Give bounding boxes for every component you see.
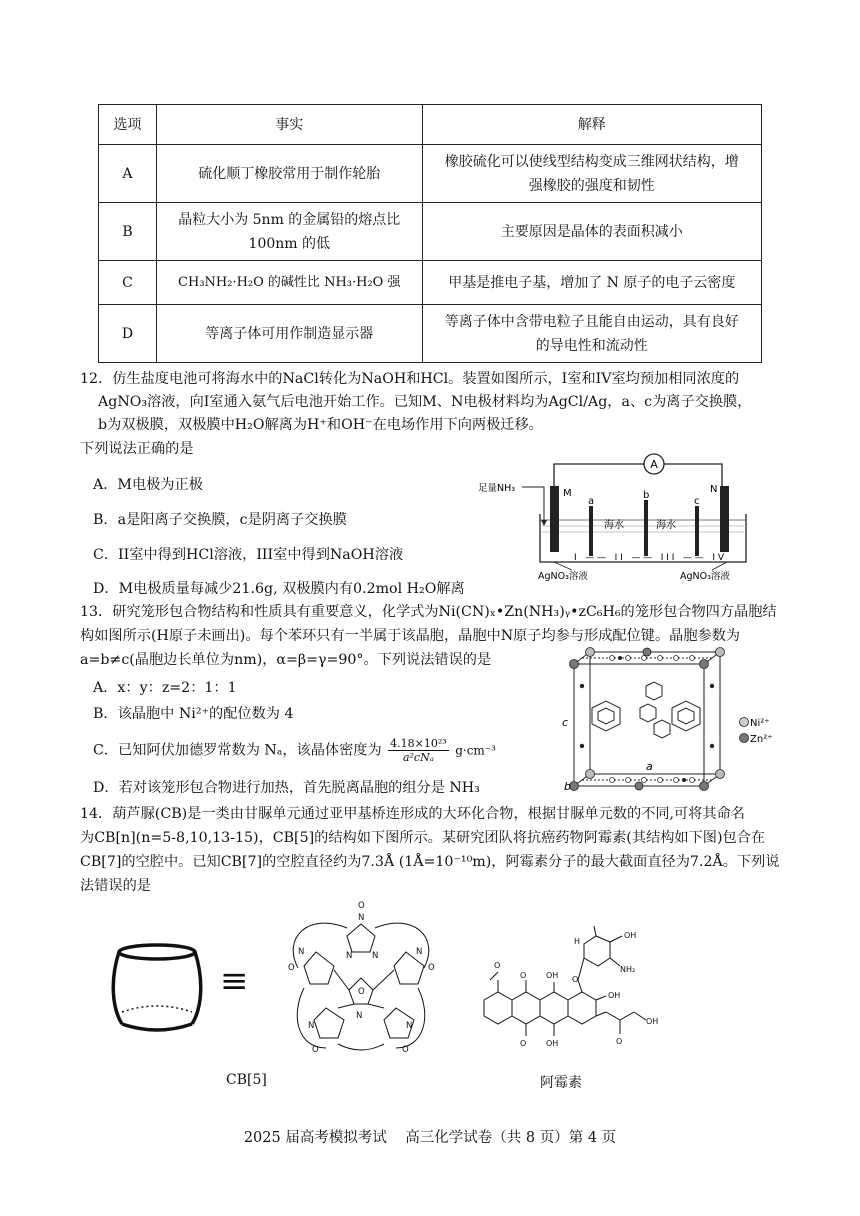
ni-ion-icon	[716, 648, 725, 657]
svg-text:O: O	[402, 1045, 409, 1055]
svg-text:N: N	[358, 913, 365, 923]
table-header-row	[99, 105, 762, 145]
explanation-line: 的导电性和流动性	[535, 337, 648, 354]
table-cell-option: C	[99, 261, 157, 305]
seawater-label: 海水	[604, 520, 624, 531]
q13-stem-line: 构如图所示(H原子未画出)。每个苯环只有一半属于该晶胞，晶胞中N原子均参与形成配位键。晶胞参数为	[80, 628, 741, 644]
table-cell-option: B	[99, 203, 157, 261]
ni-ion-icon	[586, 770, 595, 779]
q13-option-c	[93, 737, 496, 764]
table-cell-fact: CH₃NH₂·H₂O 的碱性比 NH₃·H₂O 强	[156, 261, 422, 305]
zn-ion-icon	[700, 660, 709, 669]
facts-table	[98, 104, 762, 363]
nh3-label: 足量NH₃	[478, 483, 516, 494]
svg-text:O: O	[572, 975, 579, 984]
table-cell-option: D	[99, 305, 157, 363]
q12-stem-line: AgNO₃溶液，向I室通入氨气后电池开始工作。已知M、N电极材料均为AgCl/Ag，a、c为离子交换膜，	[98, 394, 752, 410]
label-m: M	[563, 488, 572, 499]
ammeter-label: A	[650, 458, 658, 471]
zn-ion-icon	[643, 648, 651, 656]
seawater-label: 海水	[656, 520, 676, 531]
zn-legend-icon	[740, 734, 749, 743]
svg-text:O: O	[616, 1037, 623, 1046]
barrel-icon	[112, 940, 202, 1035]
q13-option-b: B．该晶胞中 Ni²⁺的配位数为 4	[93, 706, 294, 722]
zn-ion-icon	[570, 660, 579, 669]
q13-stem-line: 13．研究笼形包合物结构和性质具有重要意义，化学式为Ni(CN)ₓ•Zn(NH₃)ᵧ•zC₆H₆的笼形包合物四方晶胞结	[80, 604, 777, 620]
zn-legend-label: Zn²⁺	[750, 734, 773, 745]
label-c: c	[694, 496, 700, 507]
membrane-c	[695, 506, 699, 556]
q12-option-d: D．M电极质量每减少21.6g, 双极膜内有0.2mol H₂O解离	[93, 581, 465, 597]
axis-a-label: a	[646, 760, 653, 773]
axis-c-label: c	[562, 716, 569, 729]
equivalence-symbol: ≡	[220, 961, 249, 1001]
svg-text:N: N	[406, 1021, 413, 1031]
electrode-n	[720, 486, 729, 552]
membrane-a	[589, 506, 593, 556]
explanation-line: 橡胶硫化可以使线型结构变成三维网状结构，增	[444, 153, 739, 170]
fraction-denominator: a²cNₐ	[402, 751, 434, 764]
svg-text:N: N	[416, 947, 423, 957]
atom-label: O	[494, 961, 501, 970]
agno3-left-label: AgNO₃溶液	[538, 571, 588, 582]
label-a: a	[588, 496, 595, 507]
electrode-m	[550, 486, 559, 552]
table-cell-explanation: 甲基是推电子基，增加了 N 原子的电子云密度	[422, 261, 761, 305]
table-header-cell: 解释	[422, 105, 761, 145]
explanation-line: 强橡胶的强度和韧性	[528, 177, 655, 194]
table-row	[99, 305, 762, 363]
q13-option-d: D．若对该笼形包合物进行加热，首先脱离晶胞的组分是 NH₃	[93, 780, 480, 796]
membrane-b	[644, 500, 648, 556]
atom-label: OH	[546, 1039, 559, 1048]
svg-text:O: O	[358, 987, 365, 997]
arrow-down-icon	[541, 520, 547, 526]
ni-ion-icon	[716, 770, 725, 779]
doxorubicin-label: 阿霉素	[540, 1075, 582, 1091]
table-header-cell: 事实	[156, 105, 422, 145]
fact-line: 100nm 的低	[248, 235, 330, 252]
label-b: b	[643, 490, 650, 501]
table-cell-explanation	[422, 305, 761, 363]
q12-stem-line: b为双极膜，双极膜中H₂O解离为H⁺和OH⁻在电场作用下向两极迁移。	[98, 417, 543, 433]
atom-label: OH	[608, 991, 621, 1000]
table-cell-explanation: 主要原因是晶体的表面积减小	[422, 203, 761, 261]
battery-apparatus-diagram	[472, 444, 762, 584]
table-cell-fact	[156, 203, 422, 261]
ni-legend-label: Ni²⁺	[750, 718, 770, 729]
cb5-label: CB[5]	[226, 1072, 267, 1088]
ni-legend-icon	[740, 718, 749, 727]
table-cell-option: A	[99, 145, 157, 203]
svg-text:N: N	[298, 947, 305, 957]
option-c-text: C．已知阿伏加德罗常数为 Nₐ，该晶体密度为	[93, 742, 382, 759]
atom-label: NH₂	[620, 965, 636, 974]
svg-text:O: O	[520, 1039, 527, 1048]
atom-label: OH	[624, 931, 637, 940]
explanation-line: 等离子体中含带电粒子且能自由运动，具有良好	[444, 313, 739, 330]
svg-text:O: O	[520, 971, 527, 980]
density-unit: g·cm⁻³	[455, 743, 496, 758]
svg-text:O: O	[288, 963, 295, 973]
doxorubicin-structure-diagram	[470, 896, 660, 1062]
fraction-numerator: 4.18×10²³	[390, 737, 447, 750]
ni-ion-icon	[586, 648, 595, 657]
svg-text:O: O	[428, 963, 435, 973]
table-row	[99, 145, 762, 203]
zn-ion-icon	[700, 782, 709, 791]
table-cell-explanation	[422, 145, 761, 203]
zn-ion-icon	[635, 782, 643, 790]
svg-text:N: N	[356, 1011, 363, 1021]
atom-label: OH	[546, 971, 559, 980]
room-labels: I —— II —— III —— IV	[574, 553, 724, 563]
atom-label: OH	[646, 1017, 659, 1026]
table-row	[99, 203, 762, 261]
q12-option-c: C．II室中得到HCl溶液，III室中得到NaOH溶液	[93, 547, 404, 563]
cb5-structure-diagram	[268, 898, 454, 1064]
q12-option-b: B．a是阳离子交换膜，c是阴离子交换膜	[93, 512, 347, 528]
axis-b-label: b	[564, 780, 571, 793]
q14-stem-line: 14．葫芦脲(CB)是一类由甘脲单元通过亚甲基桥连形成的大环化合物，根据甘脲单元数的不同,可将其命名	[80, 806, 745, 822]
svg-text:N: N	[308, 1021, 315, 1031]
table-cell-fact: 等离子体可用作制造显示器	[156, 305, 422, 363]
density-fraction	[388, 737, 449, 764]
svg-text:N: N	[372, 951, 379, 961]
agno3-right-label: AgNO₃溶液	[680, 571, 730, 582]
q14-stem-line: 法错误的是	[80, 878, 151, 894]
svg-text:N: N	[346, 951, 353, 961]
q13-option-a: A．x：y：z=2：1：1	[93, 680, 237, 696]
table-header-cell: 选项	[99, 105, 157, 145]
q12-option-a: A．M电极为正极	[93, 477, 203, 493]
page-footer: 2025 届高考模拟考试 高三化学试卷（共 8 页）第 4 页	[243, 1130, 617, 1146]
svg-text:O: O	[358, 901, 365, 911]
svg-text:O: O	[312, 1045, 319, 1055]
q12-prompt: 下列说法正确的是	[80, 441, 194, 457]
q14-stem-line: 为CB[n](n=5-8,10,13-15)，CB[5]的结构如下图所示。某研究团队将抗癌药物阿霉素(其结构如下图)包合在	[80, 830, 766, 846]
table-cell-fact: 硫化顺丁橡胶常用于制作轮胎	[156, 145, 422, 203]
q13-stem-line: a=b≠c(晶胞边长单位为nm)，α=β=γ=90°。下列说法错误的是	[80, 652, 492, 668]
q14-stem-line: CB[7]的空腔中。已知CB[7]的空腔直径约为7.3Å (1Å=10⁻¹⁰m)，阿霉素分子的最大截面直径为7.2Å。下列说	[80, 854, 780, 870]
table-row	[99, 261, 762, 305]
crystal-cell-diagram	[562, 646, 773, 796]
q12-stem-line: 12．仿生盐度电池可将海水中的NaCl转化为NaOH和HCl。装置如图所示，I室和IV室均预加相同浓度的	[80, 371, 740, 387]
label-n: N	[710, 484, 718, 495]
atom-label: H	[574, 937, 581, 946]
fact-line: 晶粒大小为 5nm 的金属铅的熔点比	[178, 211, 401, 228]
